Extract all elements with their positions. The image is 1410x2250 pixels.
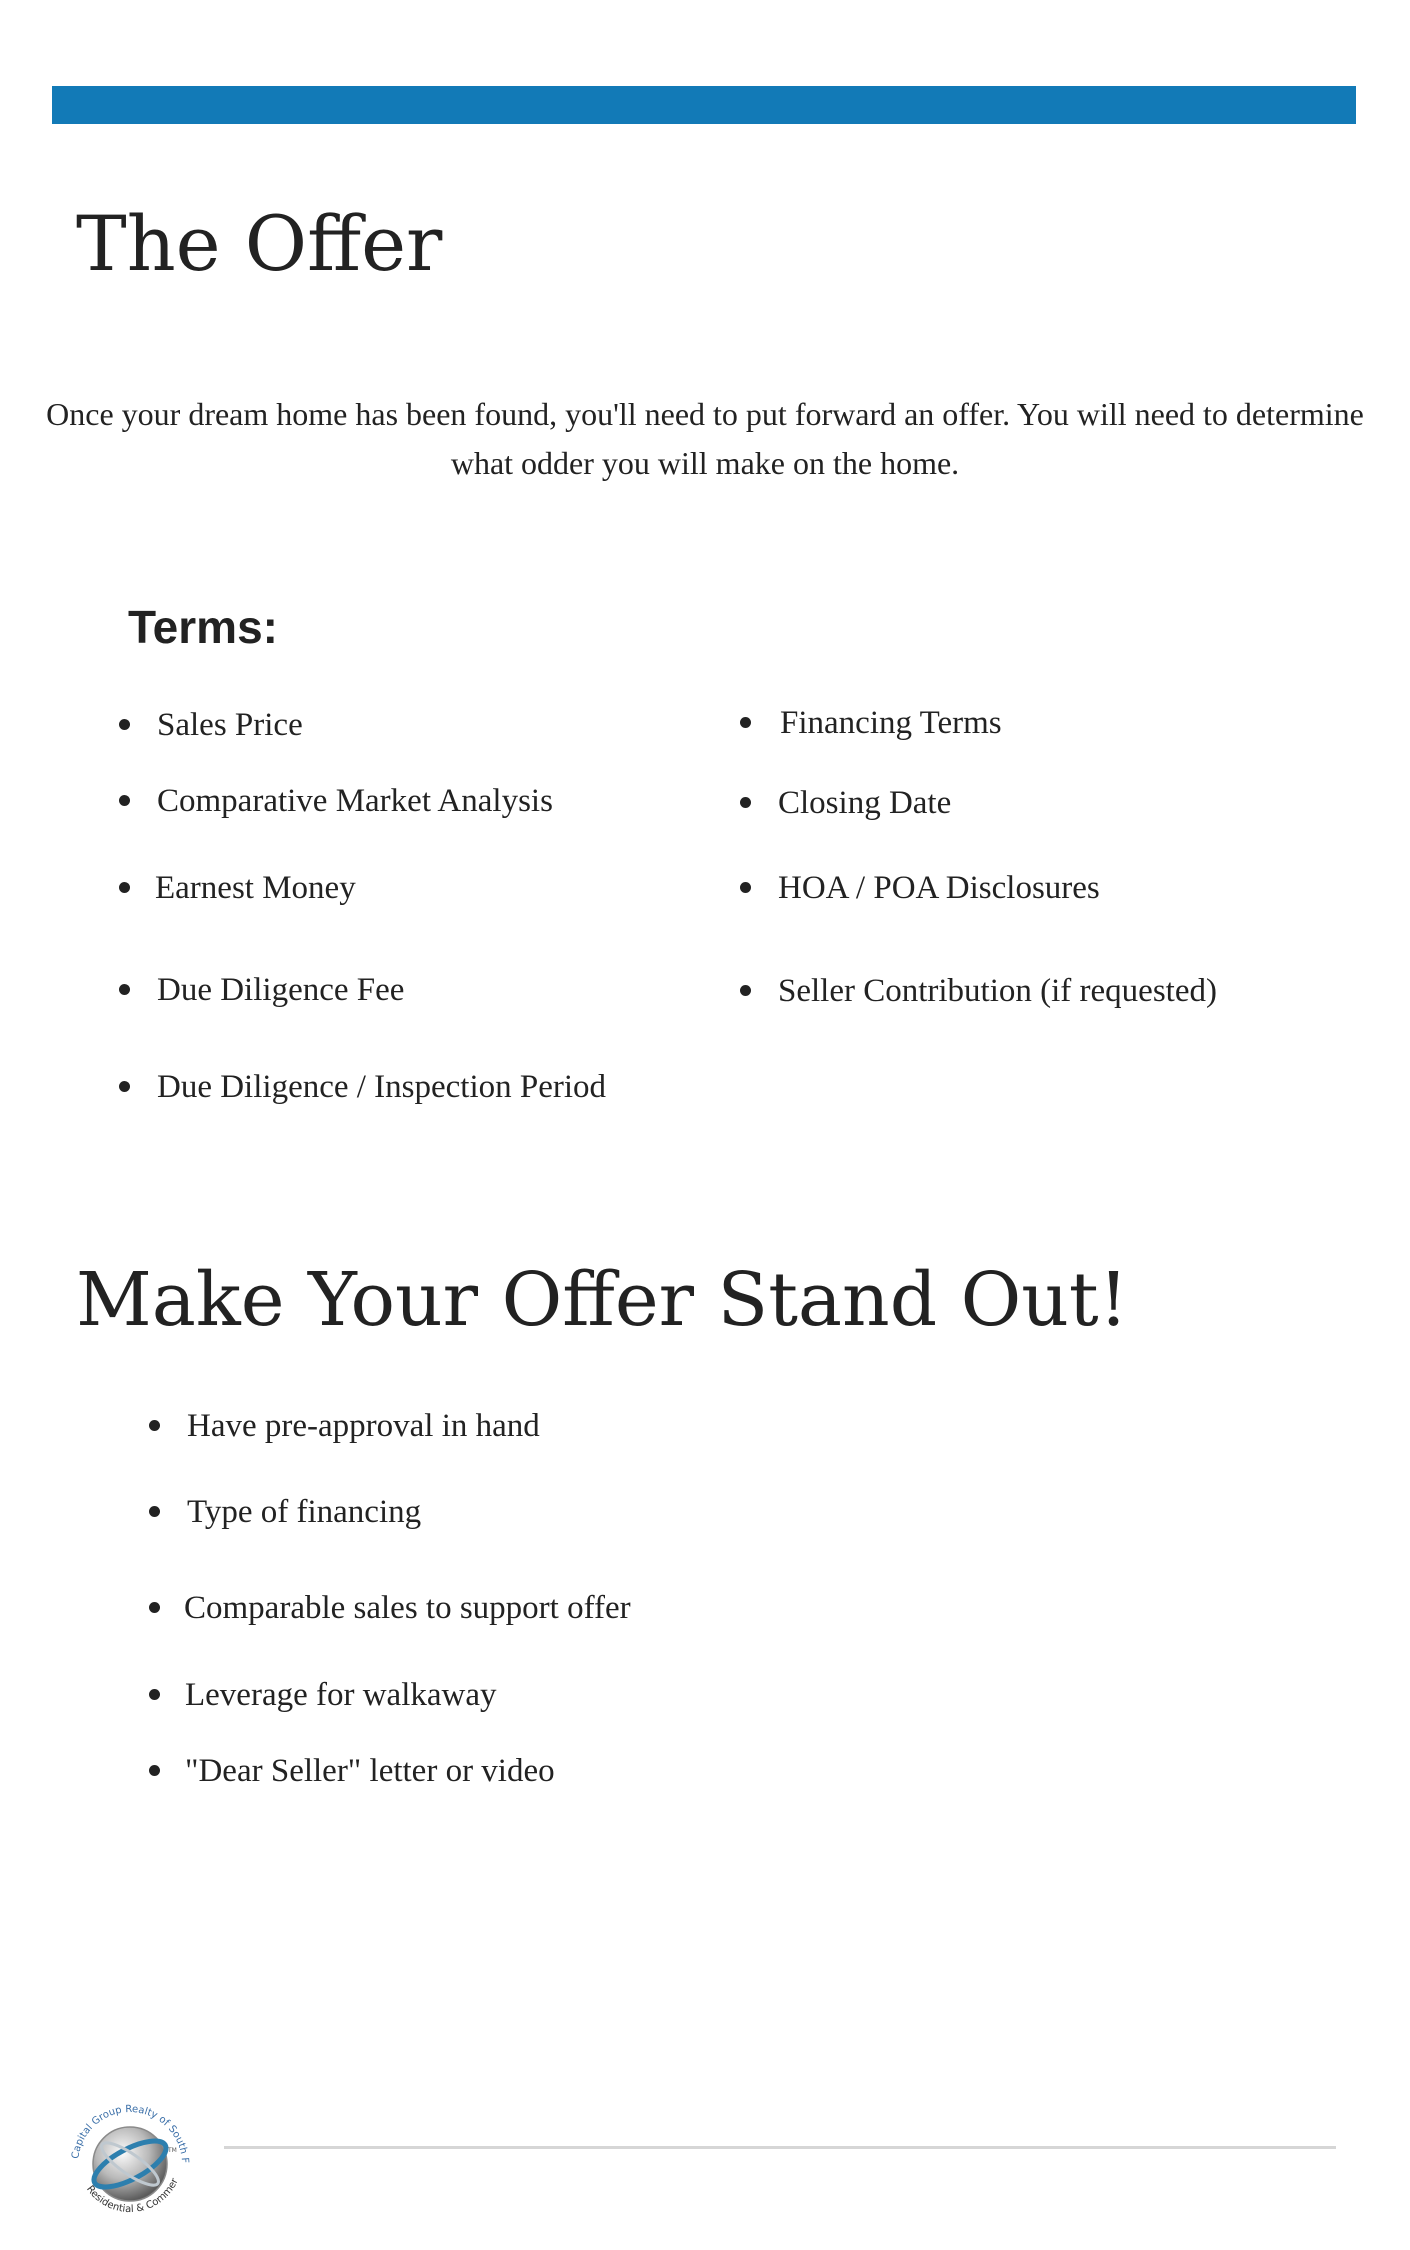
standout-list-item [187, 1404, 540, 1448]
terms-list-item [778, 781, 951, 825]
bullet-icon [149, 1506, 160, 1517]
bullet-icon [149, 1602, 160, 1613]
standout-item-label: Type of financing [187, 1494, 422, 1530]
bullet-icon [740, 797, 751, 808]
terms-list-item [157, 703, 303, 747]
terms-item-label: Due Diligence Fee [157, 972, 405, 1008]
terms-item-label: HOA / POA Disclosures [778, 870, 1100, 906]
terms-item-label: Seller Contribution (if requested) [778, 973, 1217, 1009]
terms-list-item [778, 969, 1217, 1013]
standout-list-item [185, 1673, 497, 1717]
svg-text:Capital Group Realty of South: Capital Group Realty of South F [70, 2103, 191, 2164]
intro-paragraph: Once your dream home has been found, you'll need to put forward an offer. You will need to determine what odder you will make on the home. [46, 396, 1364, 481]
terms-list-item [157, 968, 404, 1012]
footer-divider [224, 2146, 1336, 2149]
header-accent-bar [52, 86, 1356, 124]
terms-item-label: Closing Date [778, 785, 952, 821]
standout-item-label: Leverage for walkaway [185, 1677, 497, 1713]
bullet-icon [149, 1420, 160, 1431]
terms-list-item [157, 779, 553, 823]
standout-item-label: Comparable sales to support offer [184, 1590, 631, 1626]
standout-list-item [187, 1490, 421, 1534]
bullet-icon [119, 1081, 130, 1092]
terms-list-item [157, 1065, 606, 1109]
bullet-icon [119, 984, 130, 995]
terms-heading: Terms: [128, 601, 278, 653]
bullet-icon [119, 719, 130, 730]
svg-text:Residential & Commercial: Residential & Commer [84, 2176, 181, 2216]
standout-item-label: Have pre-approval in hand [187, 1408, 540, 1444]
terms-item-label: Earnest Money [155, 870, 356, 906]
terms-list-item [155, 866, 356, 910]
terms-list-item [780, 701, 1002, 745]
standout-list-item [185, 1749, 555, 1793]
bullet-icon [740, 985, 751, 996]
terms-item-label: Financing Terms [780, 705, 1002, 741]
bullet-icon [740, 882, 751, 893]
page-title: The Offer [76, 199, 443, 288]
svg-text:TM: TM [168, 2147, 177, 2154]
bullet-icon [740, 717, 751, 728]
company-logo [60, 2084, 200, 2224]
terms-item-label: Comparative Market Analysis [157, 783, 553, 819]
bullet-icon [149, 1689, 160, 1700]
standout-list-item [184, 1586, 631, 1630]
terms-item-label: Due Diligence / Inspection Period [157, 1069, 607, 1105]
bullet-icon [119, 882, 130, 893]
terms-list-item [778, 866, 1100, 910]
globe-logo-icon [60, 2084, 200, 2224]
bullet-icon [149, 1765, 160, 1776]
standout-title: Make Your Offer Stand Out! [76, 1257, 1129, 1343]
bullet-icon [119, 795, 130, 806]
terms-item-label: Sales Price [157, 707, 303, 743]
standout-item-label: "Dear Seller" letter or video [185, 1753, 555, 1789]
